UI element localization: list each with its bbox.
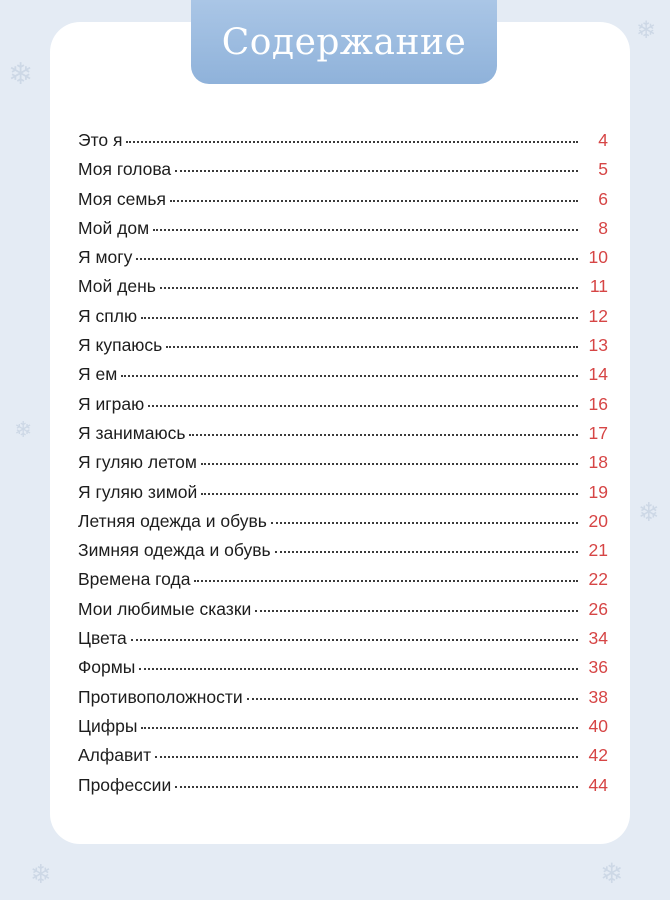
toc-dot-leader <box>275 551 578 553</box>
toc-entry-title: Мой день <box>78 276 156 297</box>
toc-entry-title: Я гуляю летом <box>78 452 197 473</box>
toc-entry-title: Алфавит <box>78 745 152 766</box>
toc-entry-title: Мой дом <box>78 217 150 238</box>
toc-entry[interactable] <box>78 452 608 481</box>
toc-entry-title: Формы <box>78 657 136 678</box>
toc-entry[interactable] <box>78 745 608 774</box>
toc-entry-title: Противоположности <box>78 686 243 707</box>
toc-dot-leader <box>139 668 578 670</box>
toc-entry-title: Я ем <box>78 364 118 385</box>
snowflake-icon: ❄ <box>30 860 52 890</box>
snowflake-icon: ❄ <box>8 57 34 92</box>
toc-page-number: 5 <box>598 159 608 180</box>
toc-dot-leader <box>189 434 578 436</box>
toc-dot-leader <box>271 522 578 524</box>
toc-entry[interactable] <box>78 628 608 657</box>
toc-dot-leader <box>155 756 578 758</box>
toc-entry[interactable] <box>78 306 608 335</box>
toc-entry-title: Я гуляю зимой <box>78 481 198 502</box>
toc-dot-leader <box>121 375 578 377</box>
snowflake-icon: ❄ <box>600 857 624 890</box>
toc-entry[interactable] <box>78 511 608 540</box>
snowflake-icon: ❄ <box>636 16 657 44</box>
toc-page-number: 36 <box>588 657 608 678</box>
toc-entry[interactable] <box>78 218 608 247</box>
toc-dot-leader <box>141 317 578 319</box>
toc-dot-leader <box>126 141 578 143</box>
toc-entry-title: Мои любимые сказки <box>78 598 252 619</box>
toc-page-number: 17 <box>588 422 608 443</box>
toc-entry[interactable] <box>78 657 608 686</box>
toc-page-number: 8 <box>598 217 608 238</box>
toc-entry[interactable] <box>78 599 608 628</box>
toc-entry-title: Летняя одежда и обувь <box>78 510 267 531</box>
toc-page-number: 34 <box>588 628 608 649</box>
toc-dot-leader <box>255 610 578 612</box>
toc-page-number: 16 <box>588 393 608 414</box>
toc-entry-title: Зимняя одежда и обувь <box>78 540 271 561</box>
toc-entry-title: Моя голова <box>78 159 172 180</box>
toc-entry-title: Я сплю <box>78 305 138 326</box>
toc-entry[interactable] <box>78 276 608 305</box>
toc-page-number: 38 <box>588 686 608 707</box>
toc-entry[interactable] <box>78 569 608 598</box>
toc-page-number: 42 <box>588 745 608 766</box>
toc-entry-title: Времена года <box>78 569 191 590</box>
toc-page-number: 12 <box>588 305 608 326</box>
toc-dot-leader <box>166 346 578 348</box>
toc-dot-leader <box>160 287 578 289</box>
snowflake-icon: ❄ <box>638 498 660 528</box>
toc-page-number: 14 <box>588 364 608 385</box>
toc-dot-leader <box>131 639 578 641</box>
toc-entry[interactable] <box>78 247 608 276</box>
toc-page-number: 18 <box>588 452 608 473</box>
snowflake-icon: ❄ <box>14 418 33 443</box>
toc-dot-leader <box>153 229 578 231</box>
toc-entry-title: Я купаюсь <box>78 335 163 356</box>
toc-entry[interactable] <box>78 716 608 745</box>
toc-dot-leader <box>136 258 578 260</box>
toc-dot-leader <box>141 727 578 729</box>
toc-entry[interactable] <box>78 335 608 364</box>
toc-page-number: 6 <box>598 188 608 209</box>
toc-entry-title: Цвета <box>78 628 127 649</box>
toc-dot-leader <box>175 170 578 172</box>
toc-entry-title: Я играю <box>78 393 145 414</box>
toc-entry-title: Моя семья <box>78 188 166 209</box>
toc-dot-leader <box>175 786 578 788</box>
toc-entry[interactable] <box>78 540 608 569</box>
toc-entry[interactable] <box>78 687 608 716</box>
toc-dot-leader <box>194 580 578 582</box>
toc-entry-title: Профессии <box>78 774 172 795</box>
toc-page-number: 44 <box>588 774 608 795</box>
table-of-contents <box>78 130 608 804</box>
toc-entry[interactable] <box>78 364 608 393</box>
toc-dot-leader <box>170 200 578 202</box>
toc-entry[interactable] <box>78 159 608 188</box>
toc-dot-leader <box>201 463 578 465</box>
page-title: Содержание <box>221 21 467 63</box>
toc-entry[interactable] <box>78 130 608 159</box>
toc-entry[interactable] <box>78 394 608 423</box>
toc-dot-leader <box>148 405 578 407</box>
toc-page-number: 26 <box>588 598 608 619</box>
toc-page-number: 4 <box>598 130 608 150</box>
toc-page-number: 20 <box>588 510 608 531</box>
contents-tab <box>191 0 497 84</box>
toc-page-number: 10 <box>588 247 608 268</box>
toc-page-number: 40 <box>588 715 608 736</box>
toc-page-number: 13 <box>588 335 608 356</box>
toc-dot-leader <box>247 698 578 700</box>
toc-page-number: 19 <box>588 481 608 502</box>
toc-entry-title: Я занимаюсь <box>78 422 186 443</box>
toc-entry[interactable] <box>78 189 608 218</box>
toc-entry[interactable] <box>78 775 608 804</box>
toc-dot-leader <box>201 493 578 495</box>
toc-page-number: 21 <box>588 540 608 561</box>
toc-entry[interactable] <box>78 482 608 511</box>
toc-entry-title: Цифры <box>78 715 138 736</box>
toc-entry[interactable] <box>78 423 608 452</box>
toc-page-number: 11 <box>589 276 608 297</box>
toc-entry-title: Я могу <box>78 247 133 268</box>
toc-page-number: 22 <box>588 569 608 590</box>
toc-entry-title: Это я <box>78 130 123 150</box>
